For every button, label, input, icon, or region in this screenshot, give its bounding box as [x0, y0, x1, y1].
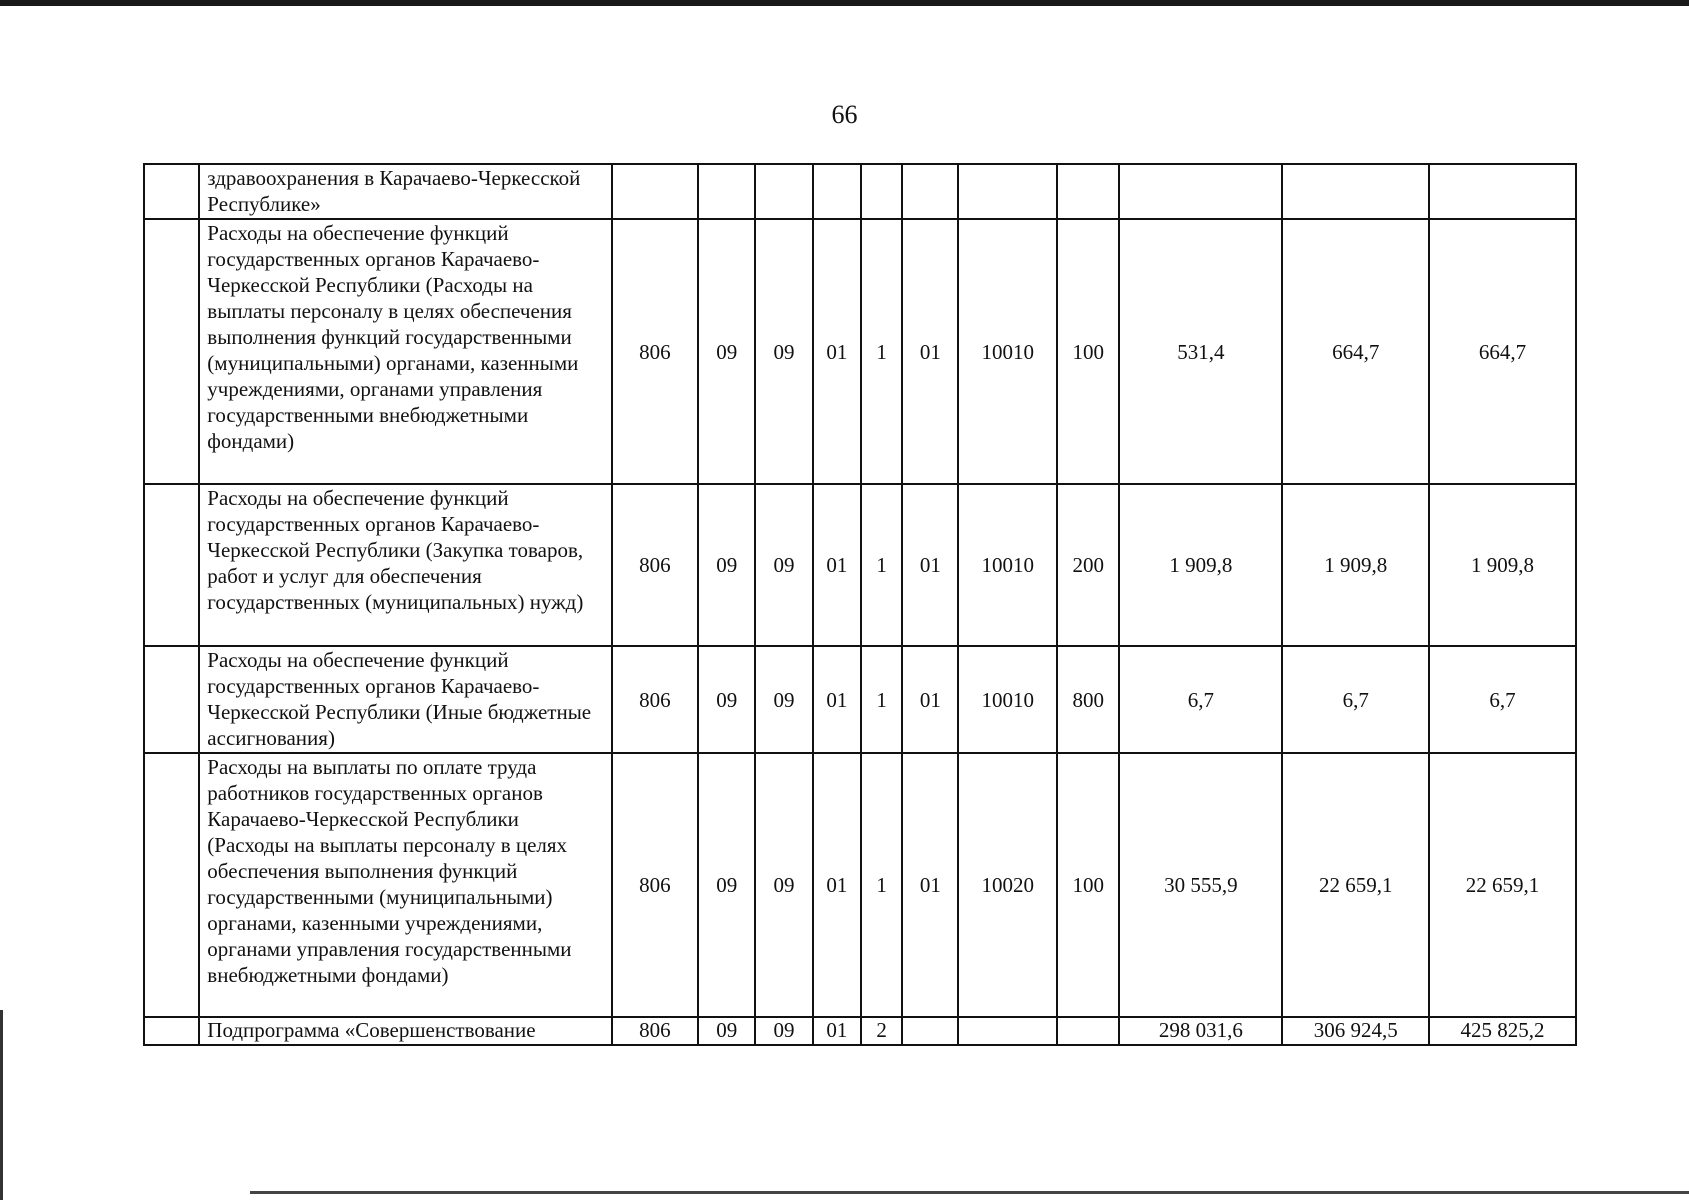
table-row — [144, 164, 1576, 219]
sum-year2-cell: 306 924,5 — [1282, 1017, 1429, 1045]
pr-cell: 09 — [755, 484, 812, 646]
measure-code-cell: 01 — [902, 484, 958, 646]
rz-cell: 09 — [698, 646, 755, 753]
description-cell: Подпрограмма «Совершенствование — [199, 1017, 611, 1045]
measure-code-cell: 01 — [902, 646, 958, 753]
program-code-cell — [813, 164, 861, 219]
description-cell: Расходы на обеспечение функций государственных органов Карачаево-Черкесской Республики (Закупка товаров, работ и услуг для обеспечения государственных (муниципальных) нужд) — [199, 484, 611, 646]
rz-cell: 09 — [698, 219, 755, 484]
measure-code-cell — [902, 1017, 958, 1045]
description-cell: здравоохранения в Карачаево-Черкесской Республике» — [199, 164, 611, 219]
sum-year3-cell: 22 659,1 — [1429, 753, 1576, 1017]
sum-year3-cell: 425 825,2 — [1429, 1017, 1576, 1045]
rz-cell: 09 — [698, 484, 755, 646]
description-cell: Расходы на выплаты по оплате труда работников государственных органов Карачаево-Черкесской Республики (Расходы на выплаты персоналу в целях обеспечения выполнения функций государственными (муниципальными) органами, казенными учреждениями, органами управления государственными внебюджетными фондами) — [199, 753, 611, 1017]
direction-code-cell — [958, 1017, 1057, 1045]
table-row — [144, 219, 1576, 484]
bottom-border-line — [250, 1191, 1689, 1194]
pr-cell: 09 — [755, 1017, 812, 1045]
program-code-cell: 01 — [813, 1017, 861, 1045]
row-number-cell — [144, 753, 199, 1017]
gr-cell: 806 — [612, 484, 698, 646]
measure-code-cell: 01 — [902, 219, 958, 484]
pr-cell: 09 — [755, 753, 812, 1017]
direction-code-cell: 10020 — [958, 753, 1057, 1017]
row-number-cell — [144, 219, 199, 484]
sum-year1-cell: 298 031,6 — [1119, 1017, 1282, 1045]
pr-cell: 09 — [755, 646, 812, 753]
pr-cell: 09 — [755, 219, 812, 484]
table-row — [144, 646, 1576, 753]
sum-year1-cell — [1119, 164, 1282, 219]
subprogram-code-cell: 1 — [861, 219, 902, 484]
row-number-cell — [144, 1017, 199, 1045]
program-code-cell: 01 — [813, 219, 861, 484]
left-margin-mark — [0, 1010, 3, 1200]
vr-cell — [1057, 164, 1119, 219]
direction-code-cell — [958, 164, 1057, 219]
sum-year3-cell — [1429, 164, 1576, 219]
subprogram-code-cell — [861, 164, 902, 219]
direction-code-cell: 10010 — [958, 219, 1057, 484]
subprogram-code-cell: 1 — [861, 646, 902, 753]
rz-cell — [698, 164, 755, 219]
gr-cell: 806 — [612, 646, 698, 753]
subprogram-code-cell: 2 — [861, 1017, 902, 1045]
sum-year2-cell: 664,7 — [1282, 219, 1429, 484]
vr-cell — [1057, 1017, 1119, 1045]
sum-year3-cell: 1 909,8 — [1429, 484, 1576, 646]
program-code-cell: 01 — [813, 646, 861, 753]
vr-cell: 100 — [1057, 753, 1119, 1017]
gr-cell — [612, 164, 698, 219]
sum-year2-cell: 1 909,8 — [1282, 484, 1429, 646]
program-code-cell: 01 — [813, 484, 861, 646]
sum-year1-cell: 531,4 — [1119, 219, 1282, 484]
subprogram-code-cell: 1 — [861, 484, 902, 646]
gr-cell: 806 — [612, 219, 698, 484]
description-cell: Расходы на обеспечение функций государственных органов Карачаево-Черкесской Республики (Расходы на выплаты персоналу в целях обеспечения выполнения функций государственными (муниципальными) органами, казенными учреждениями, органами управления государственными внебюджетными фондами) — [199, 219, 611, 484]
sum-year2-cell: 6,7 — [1282, 646, 1429, 753]
table-row — [144, 753, 1576, 1017]
rz-cell: 09 — [698, 753, 755, 1017]
table-row — [144, 484, 1576, 646]
program-code-cell: 01 — [813, 753, 861, 1017]
gr-cell: 806 — [612, 1017, 698, 1045]
row-number-cell — [144, 164, 199, 219]
sum-year2-cell: 22 659,1 — [1282, 753, 1429, 1017]
row-number-cell — [144, 484, 199, 646]
vr-cell: 200 — [1057, 484, 1119, 646]
pr-cell — [755, 164, 812, 219]
subprogram-code-cell: 1 — [861, 753, 902, 1017]
sum-year3-cell: 664,7 — [1429, 219, 1576, 484]
vr-cell: 800 — [1057, 646, 1119, 753]
direction-code-cell: 10010 — [958, 646, 1057, 753]
vr-cell: 100 — [1057, 219, 1119, 484]
table-row — [144, 1017, 1576, 1045]
page-number: 66 — [831, 100, 858, 129]
rz-cell: 09 — [698, 1017, 755, 1045]
description-cell: Расходы на обеспечение функций государственных органов Карачаево-Черкесской Республики (Иные бюджетные ассигнования) — [199, 646, 611, 753]
measure-code-cell — [902, 164, 958, 219]
row-number-cell — [144, 646, 199, 753]
sum-year1-cell: 1 909,8 — [1119, 484, 1282, 646]
budget-table — [143, 163, 1577, 1046]
measure-code-cell: 01 — [902, 753, 958, 1017]
gr-cell: 806 — [612, 753, 698, 1017]
sum-year3-cell: 6,7 — [1429, 646, 1576, 753]
direction-code-cell: 10010 — [958, 484, 1057, 646]
sum-year2-cell — [1282, 164, 1429, 219]
sum-year1-cell: 30 555,9 — [1119, 753, 1282, 1017]
sum-year1-cell: 6,7 — [1119, 646, 1282, 753]
top-border-line — [0, 0, 1689, 6]
